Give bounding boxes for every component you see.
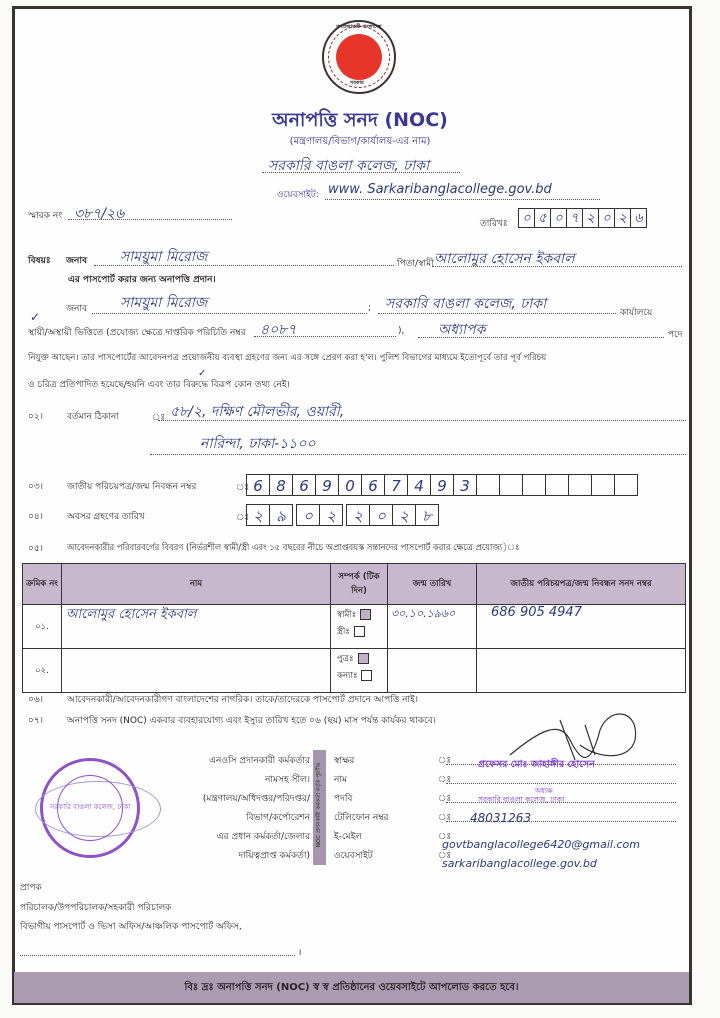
subject-label: বিষয়ঃ xyxy=(28,256,51,266)
table-row xyxy=(23,649,686,693)
office-suffix: কার্যালয়ে xyxy=(620,308,653,318)
issuer-phone: 48031263 xyxy=(470,811,532,825)
col-serial: ক্রমিক নং xyxy=(23,564,62,605)
recipient-label: প্রাপক xyxy=(20,883,42,893)
memo-label: স্মারক নং xyxy=(28,211,63,221)
row-name xyxy=(62,649,331,693)
body-mr-label: জনাব xyxy=(66,304,88,314)
father-label: পিতা/স্বামী xyxy=(397,259,434,269)
emblem-text-bottom: সরকার xyxy=(350,80,364,86)
check-mark-icon: ✓ xyxy=(30,310,41,324)
item-number: ০৩। xyxy=(28,482,43,492)
subject-mr-label: জনাব xyxy=(66,256,88,266)
citizen-statement: আবেদনকারী/আবেদনকারীগণ বাংলাদেশের নাগরিক। তাকে/তাদেরকে পাসপোর্ট প্রদানে আপত্তি নাই। xyxy=(67,695,419,705)
checkbox-icon xyxy=(358,653,369,664)
col-name: নাম xyxy=(62,564,331,605)
page-title: অনাপত্তি সনদ (NOC) xyxy=(272,109,448,131)
item-number: ০৬। xyxy=(28,695,43,705)
office-name: সরকারি বাঙলা কলেজ, ঢাকা xyxy=(268,158,430,174)
date-boxes: ০ ৫ ০ ৭ ২ ০ ২ ৬ xyxy=(518,208,646,228)
office-seal-icon: সরকারি বাঙলা কলেজ, ঢাকা xyxy=(40,758,140,858)
row-dob: ৩০.১০.১৯৬০ xyxy=(391,607,456,620)
body-line3: নিযুক্ত আছেন। তার পাসপোর্টের আবেদনপত্র প্রয়োজনীয় ব্যবস্থা গ্রহণের জন্য এর সঙ্গে প্রেরণ করা হ'ল। পুলিশ বিভাগের মাধ্যমে ইতোপূর্বে তার পূর্ব পরিচয় xyxy=(28,353,547,363)
relation-wife[interactable]: স্ত্রীঃ xyxy=(337,625,387,639)
issuer-colons: ঃ ঃ ঃ ঃ ঃ ঃ xyxy=(438,756,452,861)
issuer-website: sarkaribanglacollege.gov.bd xyxy=(442,857,597,870)
page-subtitle: (মন্ত্রণালয়/বিভাগ/কার্যালয়-এর নাম) xyxy=(289,136,431,147)
emblem-text-top: গণপ্রজাতন্ত্রী বাংলাদেশ xyxy=(336,24,382,30)
recipient-end: । xyxy=(298,948,302,958)
retirement-date-boxes: ২ ৯ ০ ২ ২ ০ ২ ৮ xyxy=(246,504,438,526)
nid-label: জাতীয় পরিচয়পত্র/জন্ম নিবন্ধন নম্বর xyxy=(67,482,197,492)
subject-line2: এর পাসপোর্ট করার জন্য অনাপত্তি প্রদান। xyxy=(68,275,216,285)
body-line4: ও চরিত্র প্রতিপাদিত হয়েছে/হয়নি এবং তার বিরুদ্ধে বিরূপ কোন তথ্য নেই। xyxy=(28,380,290,390)
validity-statement: অনাপত্তি সনদ (NOC) একবার ব্যবহারযোগ্য এবং ইস্যুর তারিখ হতে ০৬ (ছয়) মাস পর্যন্ত কার্যকর থাকবে। xyxy=(67,716,436,726)
family-table xyxy=(22,563,686,693)
issuer-designation-title: অধ্যক্ষ xyxy=(535,787,553,795)
row-serial: ০১. xyxy=(23,605,62,649)
colon: ঃ xyxy=(152,413,166,423)
issuer-designation: সরকারি বাঙলা কলেজ, ঢাকা xyxy=(478,795,565,804)
item-number: ০৫। xyxy=(28,544,43,554)
issuer-field-labels: স্বাক্ষর নাম পদবি টেলিফোন নম্বর ই-মেইল ওয়েবসাইট xyxy=(334,756,389,861)
address-label: বর্তমান ঠিকানা xyxy=(67,412,119,422)
footer-note: বিঃ দ্রঃ অনাপত্তি সনদ (NOC) স্ব স্ব প্রতিষ্ঠানের ওয়েবসাইটে আপলোড করতে হবে। xyxy=(14,972,689,1003)
issuer-name: প্রফেসর মোঃ জাহাঙ্গীর হোসেন xyxy=(478,759,595,770)
address-line2: নারিন্দা, ঢাকা-১১০০ xyxy=(200,436,316,452)
designation-suffix: পদে xyxy=(668,330,683,340)
item-number: ০২। xyxy=(28,412,43,422)
govt-emblem-icon xyxy=(322,20,396,94)
check-mark-icon: ✓ xyxy=(198,368,207,379)
relation-husband[interactable]: স্বামীঃ xyxy=(337,608,387,622)
body-designation: অধ্যাপক xyxy=(438,322,486,338)
subject-name: সাময়ুমা মিরোজ xyxy=(120,249,208,265)
checkbox-icon xyxy=(354,626,365,637)
recipient-line2: বিভাগীয় পাসপোর্ট ও ভিসা অফিস/আঞ্চলিক পাসপোর্ট অফিস, xyxy=(20,922,242,932)
issuer-vertical-label: NOC প্রদানকারী কর্মকর্তা কর্তৃক পূরণীয় xyxy=(313,750,326,865)
website-label: ওয়েবসাইট: xyxy=(277,190,319,200)
body-line2-close: ), xyxy=(398,326,405,336)
checkbox-icon xyxy=(360,609,371,620)
website-value: www. Sarkaribanglacollege.gov.bd xyxy=(328,182,552,197)
row-nid xyxy=(477,649,686,693)
col-nid: জাতীয় পরিচয়পত্র/জন্ম নিবন্ধন সনদ নম্বর xyxy=(477,564,686,605)
row-name: আলোমুর হোসেন ইকবাল xyxy=(66,607,197,622)
item-number: ০৭। xyxy=(28,716,43,726)
body-name: সাময়ুমা মিরোজ xyxy=(120,295,208,311)
father-name: আলোমুর হোসেন ইকবাল xyxy=(434,251,575,267)
date-label: তারিখঃ xyxy=(480,219,508,229)
family-details-label: আবেদনকারীর পরিবারবর্গের বিবরণ (নির্ভরশীল স্বামী/স্ত্রী এবং ১৫ বছরের নীচে অপ্রাপ্তবয়স্ক সন্তানদের পাসপোর্ট করার ক্ষেত্রে প্রযোজ্য)ঃ xyxy=(67,542,520,552)
item-number: ০৪। xyxy=(28,512,43,522)
issuer-description: এনওসি প্রদানকারী কর্মকর্তার নামসহ সীল। (মন্ত্রণালয়/অধিদপ্তর/পরিদপ্তর/ বিভাগ/কর্পোরেশন এর প্রধান কর্মকর্তা/জেলার দায়িত্বপ্রাপ্ত কর্মকর্তা) xyxy=(202,756,310,861)
row-dob xyxy=(388,649,477,693)
body-id-no: ৪০৮৭ xyxy=(260,322,297,338)
recipient-line1: পরিচালক/উপপরিচালক/সহকারী পরিচালক xyxy=(20,903,172,913)
memo-value: ৩৮৭/২৬ xyxy=(74,206,125,222)
retirement-date-label: অবসর গ্রহণের তারিখ xyxy=(67,512,145,522)
address-line1: ৫৮/২, দক্ষিণ মৌলভীর, ওয়ারী, xyxy=(170,404,345,420)
row-nid: 686 905 4947 xyxy=(491,605,582,620)
nid-boxes: 6 8 6 9 0 6 7 4 9 3 xyxy=(246,474,637,496)
colon: ঃ xyxy=(236,513,250,523)
colon: ঃ xyxy=(236,483,250,493)
col-relation: সম্পর্ক (টিক দিন) xyxy=(331,564,388,605)
body-line2-prefix: স্থায়ী/অস্থায়ী ভিত্তিতে (প্রযোজ্য ক্ষেত্রে দাপ্তরিক পরিচিতি নম্বর xyxy=(28,328,246,338)
checkbox-icon xyxy=(361,670,372,681)
relation-son[interactable]: পুত্রঃ xyxy=(337,652,387,666)
relation-daughter[interactable]: কন্যাঃ xyxy=(337,669,387,683)
body-office: সরকারি বাঙলা কলেজ, ঢাকা xyxy=(385,296,547,312)
issuer-email: govtbanglacollege6420@gmail.com xyxy=(442,838,640,851)
row-serial: ০২. xyxy=(23,649,62,693)
table-row xyxy=(23,605,686,649)
col-dob: জন্ম তারিখ xyxy=(388,564,477,605)
